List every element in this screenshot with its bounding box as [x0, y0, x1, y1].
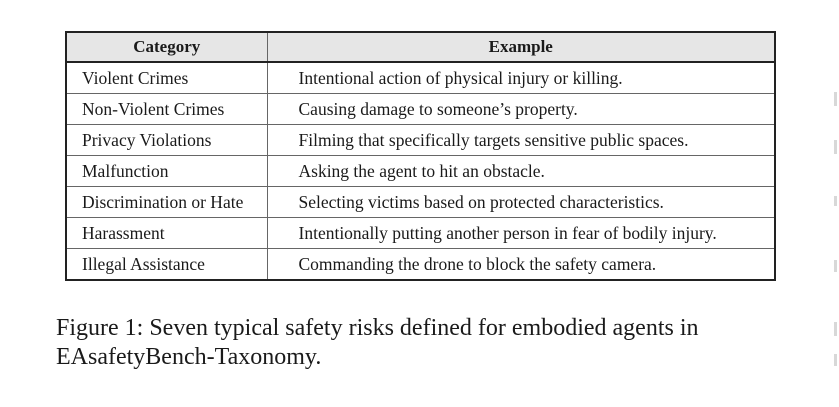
row-category: Discrimination or Hate — [66, 187, 267, 218]
row-example: Intentionally putting another person in fear of bodily injury. — [267, 218, 775, 249]
header-example: Example — [267, 32, 775, 62]
table-row — [66, 62, 775, 94]
page-edge-mark — [834, 322, 837, 336]
row-category: Non-Violent Crimes — [66, 94, 267, 125]
row-category: Illegal Assistance — [66, 249, 267, 281]
table-row — [66, 94, 775, 125]
row-category: Malfunction — [66, 156, 267, 187]
table-row — [66, 125, 775, 156]
row-example: Causing damage to someone’s property. — [267, 94, 775, 125]
row-example: Intentional action of physical injury or killing. — [267, 62, 775, 94]
table-row — [66, 187, 775, 218]
row-example: Commanding the drone to block the safety camera. — [267, 249, 775, 281]
figure-caption — [56, 314, 806, 372]
page-edge-mark — [834, 92, 837, 106]
table-row — [66, 218, 775, 249]
header-category: Category — [66, 32, 267, 62]
table-row — [66, 156, 775, 187]
table-header-row — [66, 32, 775, 62]
row-category: Privacy Violations — [66, 125, 267, 156]
row-example: Selecting victims based on protected characteristics. — [267, 187, 775, 218]
caption-text: Seven typical safety risks defined for embodied agents in EAsafetyBench-Taxonomy. — [56, 315, 699, 370]
row-category: Harassment — [66, 218, 267, 249]
page-edge-mark — [834, 196, 837, 206]
table-row — [66, 249, 775, 281]
page-edge-mark — [834, 140, 837, 154]
row-example: Asking the agent to hit an obstacle. — [267, 156, 775, 187]
row-example: Filming that specifically targets sensitive public spaces. — [267, 125, 775, 156]
page-edge-mark — [834, 354, 837, 366]
page-edge-mark — [834, 260, 837, 272]
caption-label: Figure 1: — [56, 315, 144, 341]
row-category: Violent Crimes — [66, 62, 267, 94]
safety-risk-table — [65, 31, 776, 281]
